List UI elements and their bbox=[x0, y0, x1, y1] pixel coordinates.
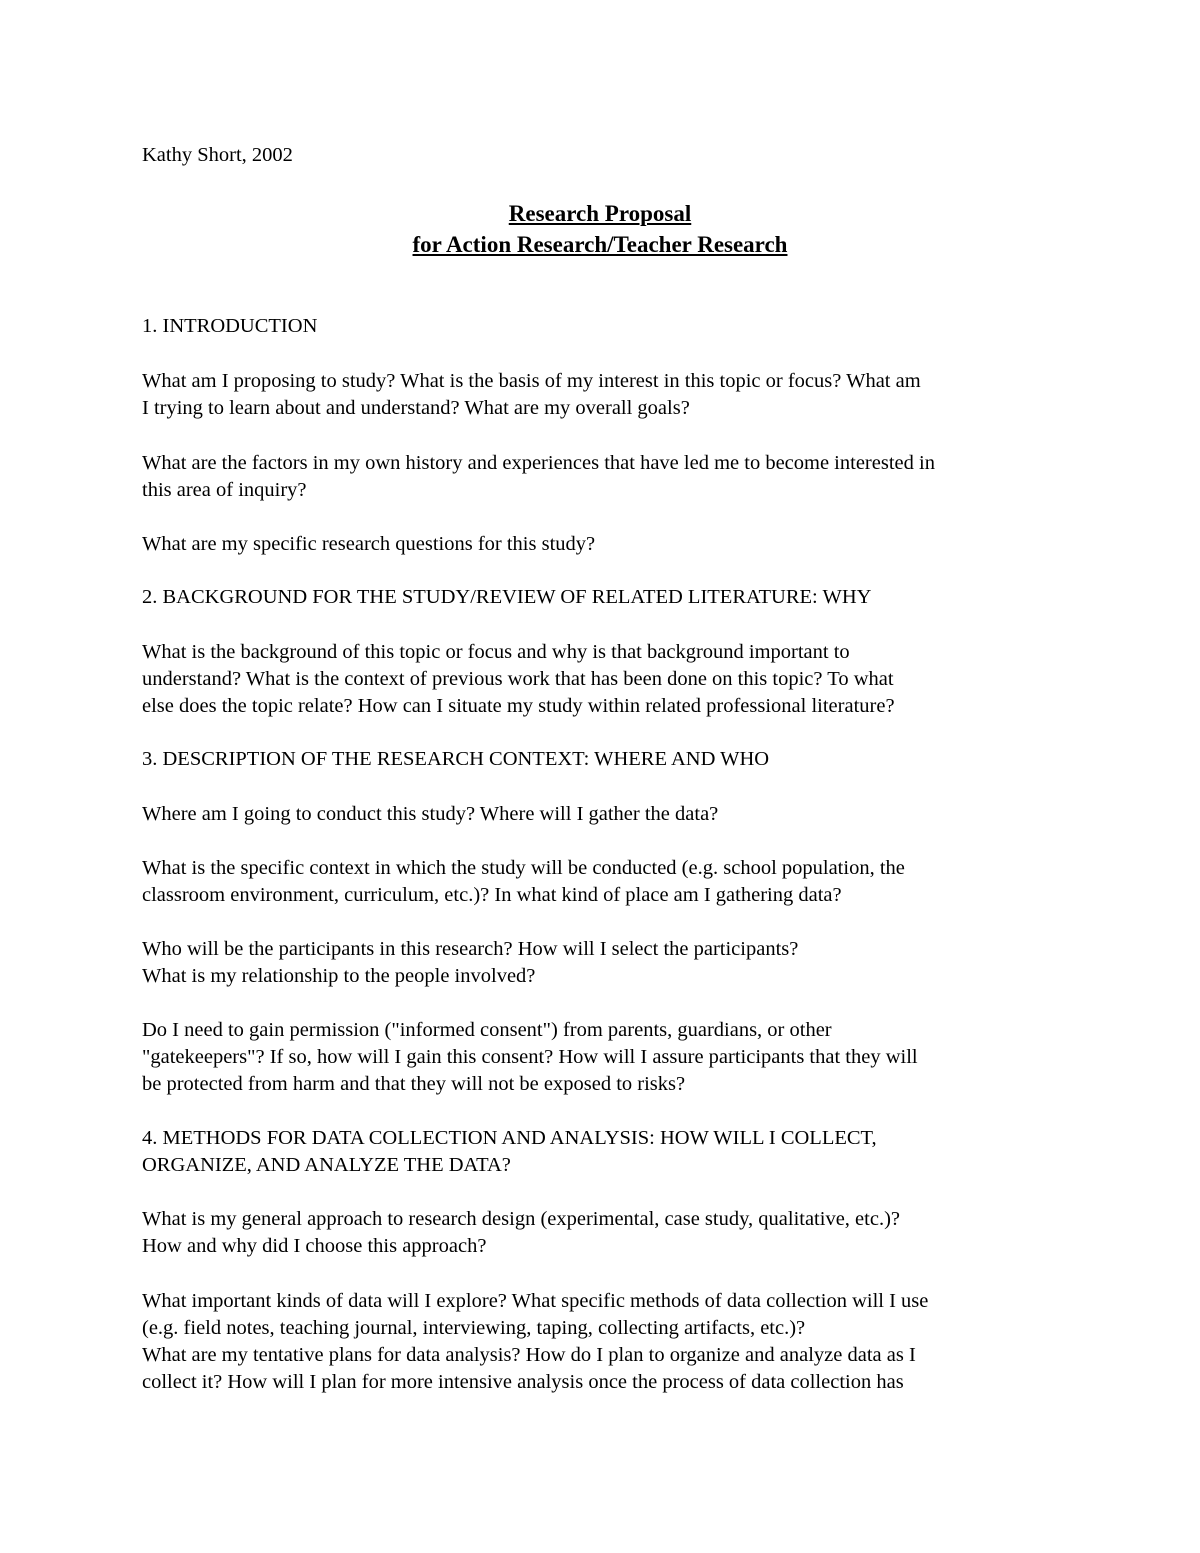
section-3-paragraph-4-line-3: be protected from harm and that they will not be exposed to risks? bbox=[142, 1073, 686, 1095]
section-4-paragraph-2-line-2: (e.g. field notes, teaching journal, interviewing, taping, collecting artifacts, etc.)? bbox=[142, 1317, 806, 1339]
section-4-heading-line-1: 4. METHODS FOR DATA COLLECTION AND ANALYSIS: HOW WILL I COLLECT, bbox=[142, 1127, 877, 1149]
author-date-line: Kathy Short, 2002 bbox=[142, 144, 293, 166]
section-4-paragraph-2-line-1: What important kinds of data will I explore? What specific methods of data collection will I use bbox=[142, 1290, 929, 1312]
section-4-paragraph-1-line-2: How and why did I choose this approach? bbox=[142, 1235, 487, 1257]
section-2-paragraph-1-line-3: else does the topic relate? How can I situate my study within related professional literature? bbox=[142, 695, 895, 717]
section-3-paragraph-4-line-1: Do I need to gain permission ("informed consent") from parents, guardians, or other bbox=[142, 1019, 832, 1041]
section-3-paragraph-3-line-1: Who will be the participants in this research? How will I select the participants? bbox=[142, 938, 799, 960]
section-4-paragraph-1-line-1: What is my general approach to research design (experimental, case study, qualitative, etc.)? bbox=[142, 1208, 900, 1230]
section-3-paragraph-2-line-1: What is the specific context in which the study will be conducted (e.g. school population, the bbox=[142, 857, 905, 879]
section-1-paragraph-2-line-1: What are the factors in my own history and experiences that have led me to become interested in bbox=[142, 452, 935, 474]
section-3-paragraph-1-line-1: Where am I going to conduct this study? Where will I gather the data? bbox=[142, 803, 719, 825]
section-1-heading: 1. INTRODUCTION bbox=[142, 315, 318, 337]
section-1-paragraph-3-line-1: What are my specific research questions for this study? bbox=[142, 533, 596, 555]
section-4-paragraph-2-line-3: What are my tentative plans for data analysis? How do I plan to organize and analyze data as I bbox=[142, 1344, 916, 1366]
section-3-paragraph-3-line-2: What is my relationship to the people involved? bbox=[142, 965, 536, 987]
section-4-paragraph-2-line-4: collect it? How will I plan for more intensive analysis once the process of data collection has bbox=[142, 1371, 904, 1393]
section-2-paragraph-1-line-1: What is the background of this topic or focus and why is that background important to bbox=[142, 641, 850, 663]
section-1-paragraph-1-line-2: I trying to learn about and understand? What are my overall goals? bbox=[142, 397, 690, 419]
document-subtitle: for Action Research/Teacher Research bbox=[412, 232, 788, 257]
section-1-paragraph-1-line-1: What am I proposing to study? What is the basis of my interest in this topic or focus? What am bbox=[142, 370, 921, 392]
section-1-paragraph-2-line-2: this area of inquiry? bbox=[142, 479, 307, 501]
document-title: Research Proposal bbox=[508, 201, 692, 226]
section-4-heading-line-2: ORGANIZE, AND ANALYZE THE DATA? bbox=[142, 1154, 511, 1176]
section-3-heading: 3. DESCRIPTION OF THE RESEARCH CONTEXT: WHERE AND WHO bbox=[142, 748, 770, 770]
section-3-paragraph-4-line-2: "gatekeepers"? If so, how will I gain this consent? How will I assure participants that they will bbox=[142, 1046, 918, 1068]
section-3-paragraph-2-line-2: classroom environment, curriculum, etc.)? In what kind of place am I gathering data? bbox=[142, 884, 842, 906]
section-2-heading: 2. BACKGROUND FOR THE STUDY/REVIEW OF RELATED LITERATURE: WHY bbox=[142, 586, 872, 608]
section-2-paragraph-1-line-2: understand? What is the context of previous work that has been done on this topic? To what bbox=[142, 668, 894, 690]
